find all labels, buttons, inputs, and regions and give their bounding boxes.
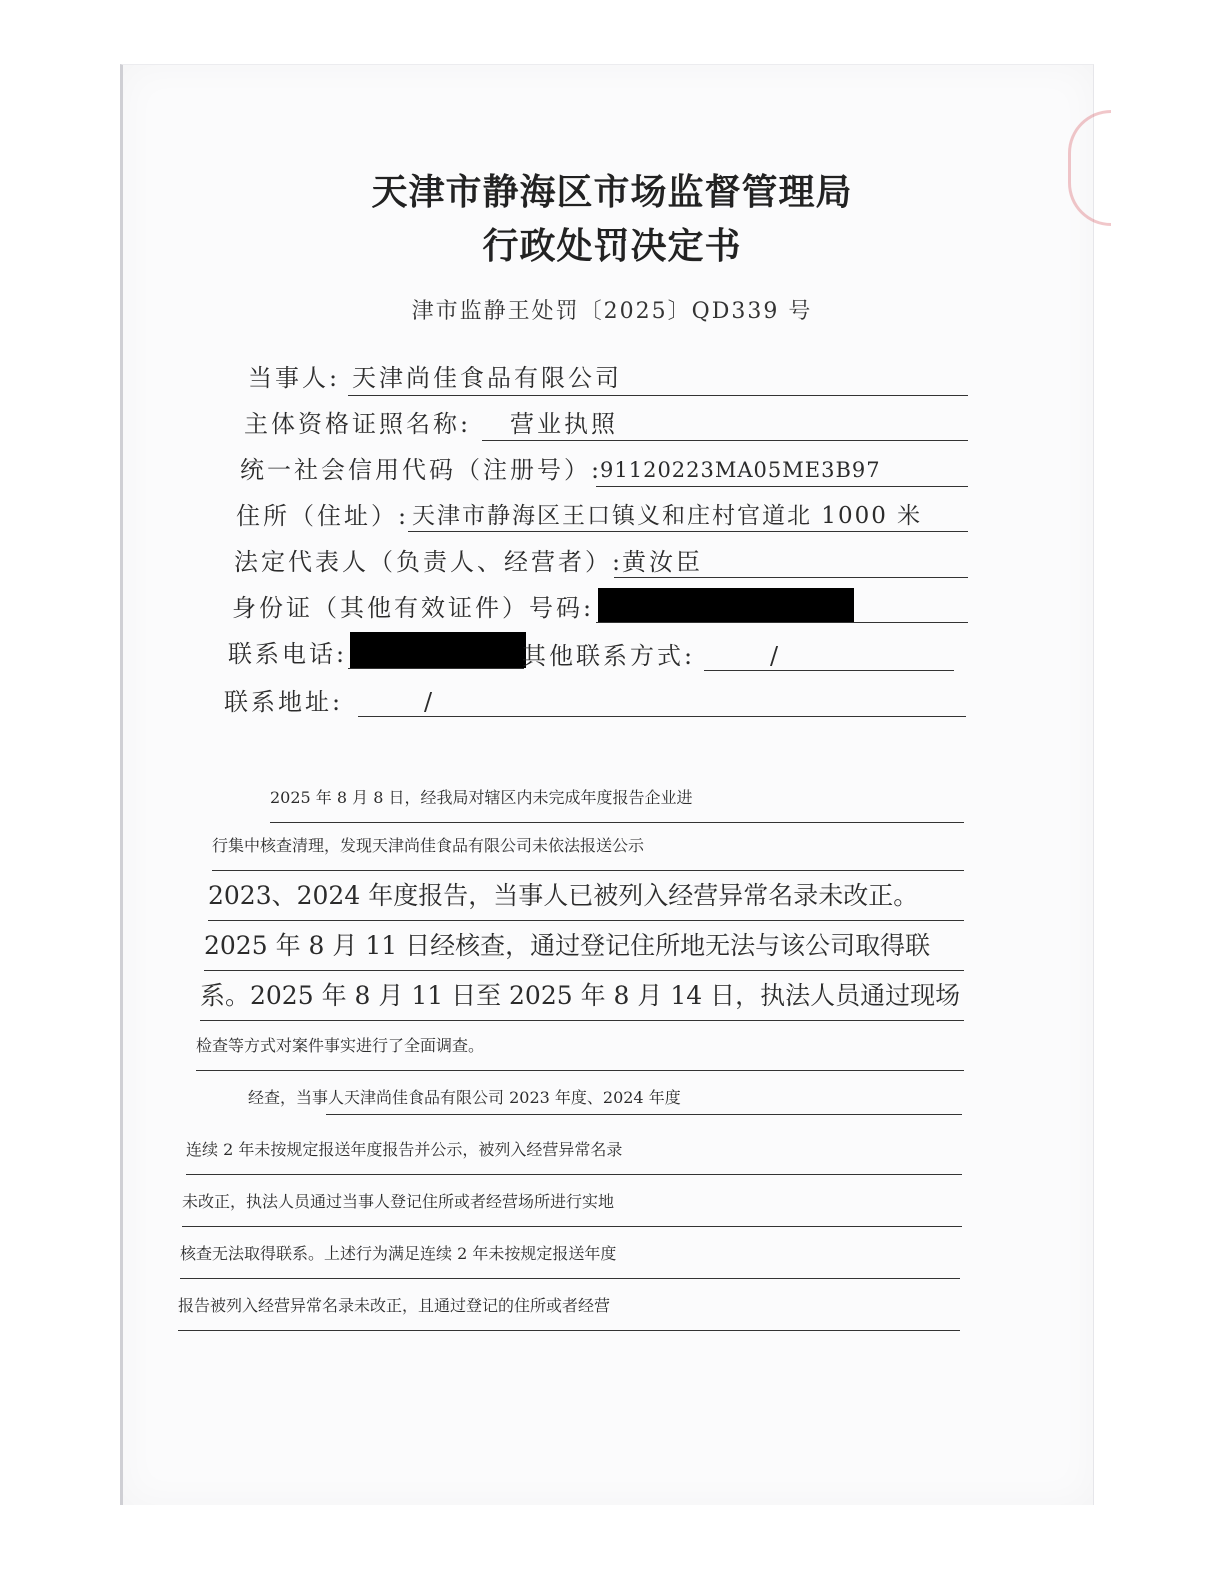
paragraph1-line: 行集中核查清理，发现天津尚佳食品有限公司未依法报送公示 [212, 822, 964, 871]
party-name-underline [348, 395, 968, 396]
party-name-row [248, 360, 622, 396]
paragraph1-line: 2025 年 8 月 8 日，经我局对辖区内未完成年度报告企业进 [270, 774, 964, 823]
paragraph1-line: 2023、2024 年度报告，当事人已被列入经营异常名录未改正。 [208, 872, 964, 921]
phone-row [228, 636, 347, 672]
party-name-value: 天津尚佳食品有限公司 [352, 364, 622, 392]
credit-code-value: 91120223MA05ME3B97 [600, 458, 881, 482]
contact-address-value: / [424, 688, 436, 716]
legal-rep-label: 法定代表人（负责人、经营者）: [234, 548, 624, 576]
id-number-underline [596, 622, 968, 623]
legal-rep-underline [614, 577, 968, 578]
credit-code-row [240, 452, 881, 488]
credit-code-label: 统一社会信用代码（注册号）: [240, 456, 603, 484]
address-row [236, 498, 923, 534]
other-contact-row [522, 638, 782, 674]
contact-address-label: 联系地址: [224, 688, 344, 716]
contact-address-underline [358, 716, 966, 717]
paragraph2-line: 报告被列入经营异常名录未改正，且通过登记的住所或者经营 [178, 1282, 960, 1331]
paragraph1-line: 2025 年 8 月 11 日经核查，通过登记住所地无法与该公司取得联 [204, 922, 964, 971]
paragraph1-line: 系。2025 年 8 月 11 日至 2025 年 8 月 14 日，执法人员通过现场 [200, 972, 964, 1021]
issuing-authority-title: 天津市静海区市场监督管理局 [371, 171, 853, 213]
other-contact-value: / [770, 642, 782, 670]
license-row [244, 406, 618, 442]
phone-label: 联系电话: [228, 640, 348, 668]
legal-rep-row [234, 544, 703, 580]
document-type-title: 行政处罚决定书 [482, 225, 742, 267]
id-number-label: 身份证（其他有效证件）号码: [232, 594, 595, 622]
phone-redaction [350, 632, 526, 668]
address-underline [408, 531, 968, 532]
other-contact-underline [704, 670, 954, 671]
contact-address-row [224, 684, 436, 720]
legal-rep-value: 黄汝臣 [622, 548, 703, 576]
paragraph2-line: 连续 2 年未按规定报送年度报告并公示，被列入经营异常名录 [186, 1126, 962, 1175]
document-number: 津市监静王处罚〔2025〕QD339 号 [411, 299, 813, 324]
paragraph2-line: 未改正，执法人员通过当事人登记住所或者经营场所进行实地 [182, 1178, 962, 1227]
paragraph2-line: 核查无法取得联系。上述行为满足连续 2 年未按规定报送年度 [180, 1230, 960, 1279]
address-value: 天津市静海区王口镇义和庄村官道北 1000 米 [412, 503, 923, 529]
credit-code-underline [596, 486, 968, 487]
other-contact-label: 其他联系方式: [522, 642, 696, 670]
paragraph1-line: 检查等方式对案件事实进行了全面调查。 [196, 1022, 964, 1071]
paragraph2-underline [326, 1114, 962, 1115]
license-label: 主体资格证照名称: [244, 410, 472, 438]
address-label: 住所（住址）: [236, 502, 410, 530]
license-underline [482, 440, 968, 441]
paragraph2-line: 经查，当事人天津尚佳食品有限公司 2023 年度、2024 年度 [248, 1088, 681, 1107]
id-number-redaction [598, 588, 854, 622]
phone-underline [348, 668, 524, 669]
id-number-row [232, 590, 594, 626]
license-value: 营业执照 [510, 410, 618, 438]
party-name-label: 当事人: [248, 364, 341, 392]
